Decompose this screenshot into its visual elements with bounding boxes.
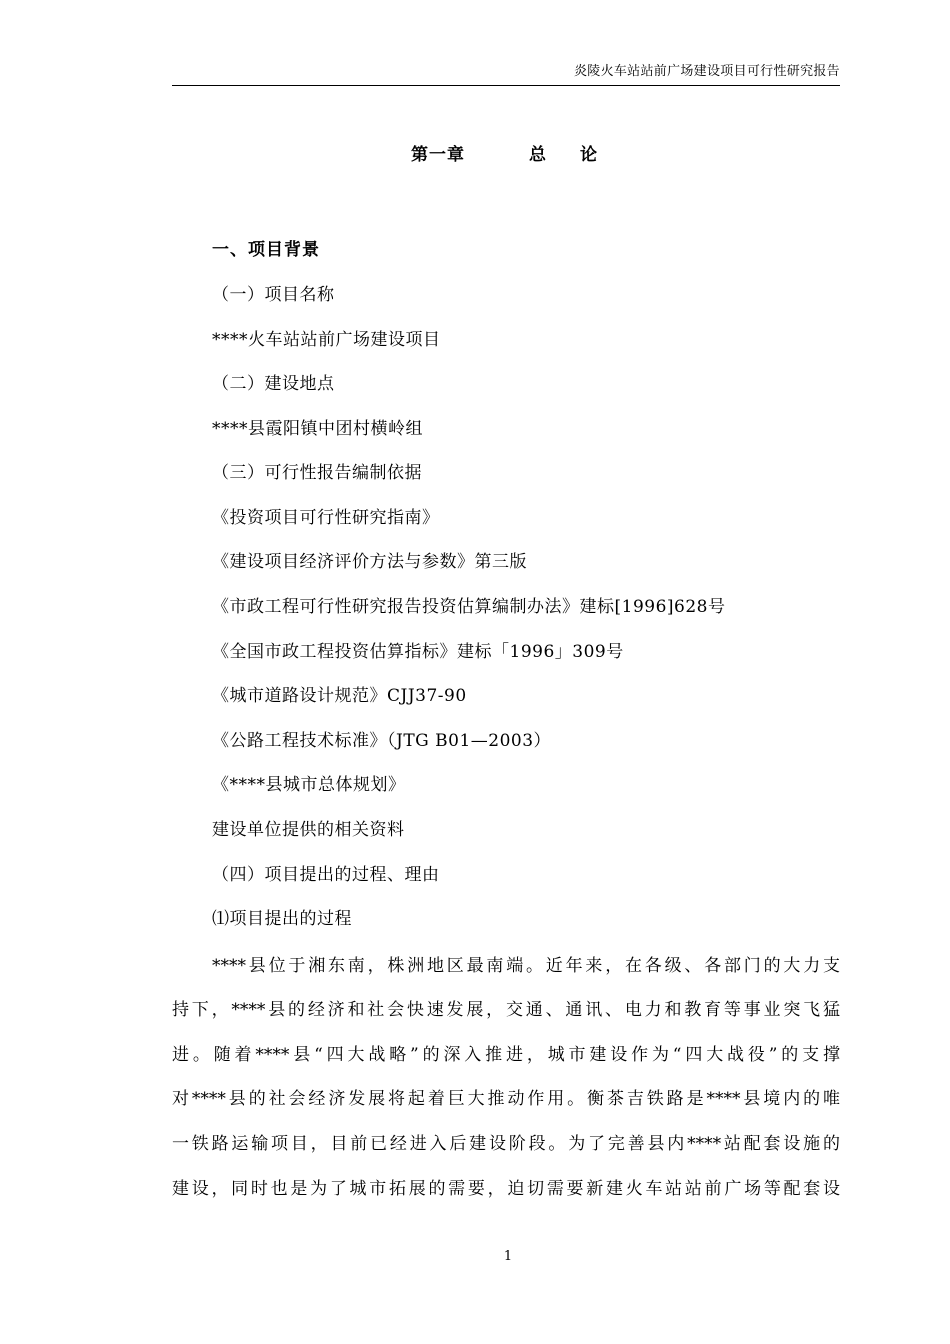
list-item: 《公路工程技术标准》（JTG B01—2003）	[212, 731, 552, 751]
list-item: （四）项目提出的过程、理由	[212, 865, 440, 885]
list-item: （一）项目名称	[212, 285, 335, 305]
list-item: 《市政工程可行性研究报告投资估算编制办法》建标[1996]628号	[212, 597, 726, 617]
paragraph-line: 一铁路运输项目，目前已经进入后建设阶段。为了完善县内****站配套设施的	[172, 1134, 840, 1154]
paragraph-line: 进。随着****县“四大战略”的深入推进，城市建设作为“四大战役”的支撑	[172, 1045, 840, 1065]
header-rule	[172, 85, 840, 86]
list-item: 建设单位提供的相关资料	[212, 820, 405, 840]
chapter-number: 第一章	[411, 145, 466, 165]
section-heading: 一、项目背景	[212, 240, 320, 260]
chapter-title	[172, 143, 840, 167]
list-item: 《城市道路设计规范》CJJ37-90	[212, 686, 467, 706]
paragraph-line: ****县位于湘东南，株洲地区最南端。近年来，在各级、各部门的大力支	[212, 956, 840, 976]
list-item: ****县霞阳镇中团村横岭组	[212, 419, 423, 439]
list-item: 《建设项目经济评价方法与参数》第三版	[212, 552, 527, 572]
list-item: （三）可行性报告编制依据	[212, 463, 422, 483]
list-item: 《全国市政工程投资估算指标》建标「1996」309号	[212, 642, 624, 662]
paragraph-line: 持下，****县的经济和社会快速发展，交通、通讯、电力和教育等事业突飞猛	[172, 1000, 840, 1020]
chapter-name: 总 论	[529, 145, 611, 165]
paragraph-line: 对****县的社会经济发展将起着巨大推动作用。衡茶吉铁路是****县境内的唯	[172, 1089, 840, 1109]
list-item: 《投资项目可行性研究指南》	[212, 508, 440, 528]
list-item: ⑴项目提出的过程	[212, 909, 352, 929]
running-header: 炎陵火车站站前广场建设项目可行性研究报告	[573, 64, 840, 79]
list-item: （二）建设地点	[212, 374, 335, 394]
page-number: 1	[503, 1249, 513, 1264]
list-item: 《****县城市总体规划》	[212, 775, 406, 795]
paragraph-line: 建设，同时也是为了城市拓展的需要，迫切需要新建火车站站前广场等配套设	[172, 1179, 840, 1199]
list-item: ****火车站站前广场建设项目	[212, 330, 441, 350]
